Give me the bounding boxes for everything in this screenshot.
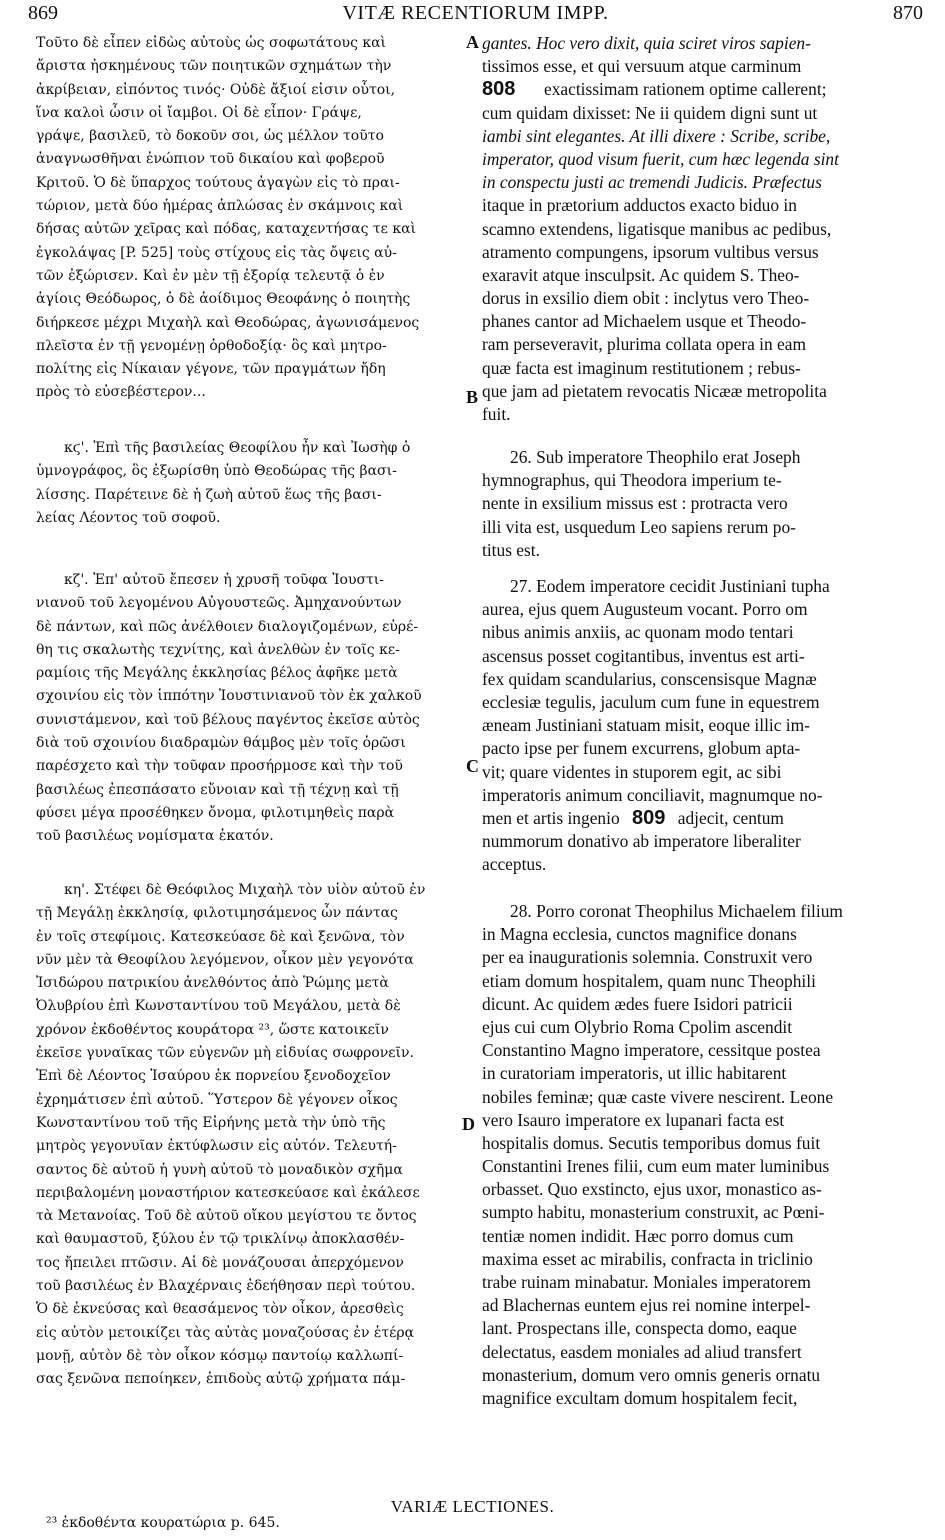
text-line: δήσας αὐτῶν χεῖρας καὶ πόδας, καταχεντήσας τε καὶ	[36, 221, 417, 238]
text-line: μητρὸς γεγονυῖαν ἐκτύφλωσιν εἰς αὐτόν. Τελευτή-	[36, 1138, 397, 1155]
text-line: Ὁ δὲ ἐκνεύσας καὶ θεασάμενος τὸν οἶκον, ἀρεσθεὶς	[36, 1301, 404, 1318]
text-line: καὶ θαυμαστοῦ, ξύλου ἐν τῷ τρικλίνῳ ἀποκλασθέν-	[36, 1231, 405, 1248]
text-line: περιβαλομένη μοναστήριον κατεσκεύασε καὶ ἐκάλεσε	[36, 1184, 420, 1201]
text-line: ἐγκολάψας [P. 525] τοὺς στίχους εἰς τὰς ὄψεις αὐ-	[36, 244, 397, 261]
text-line: tissimos esse, et qui versuum atque carminum	[482, 56, 802, 77]
text-line: γράψε, βασιλεῦ, τὸ δοκοῦν σοι, ὡς μέλλον τοῦτο	[36, 128, 384, 145]
text-line: in Magna ecclesia, cunctos magnifice donans	[482, 924, 797, 945]
column-number-808: 808	[482, 78, 516, 100]
text-line: ἵνα καλοὶ ὦσιν οἱ ἴαμβοι. Οἱ δὲ εἶπον· Γράψε,	[36, 104, 362, 121]
text-line: σαντος δὲ αὐτοῦ ἡ γυνὴ αὐτοῦ τὸ μοναδικὸν σχῆμα	[36, 1161, 403, 1178]
text-line: πρὸς τὸ εὐσεβέστερον...	[36, 384, 206, 401]
text-line: vit; quare videntes in stuporem egit, ac sibi	[482, 761, 782, 782]
text-line: atramento compungens, ipsorum vultibus versus	[482, 241, 819, 262]
text-line: nente in exsilium missus est : protracta vero	[482, 493, 788, 514]
text-line: illi vita est, usquedum Leo sapiens rerum po-	[482, 516, 796, 537]
text-line: acceptus.	[482, 854, 547, 875]
text-line: 26. Sub imperatore Theophilo erat Joseph	[510, 447, 801, 467]
text-line: maxima esset ac mirabilis, confracta in triclinio	[482, 1248, 813, 1269]
running-header	[28, 2, 923, 28]
text-line: vero Isauro imperatore ex lupanari facta est	[482, 1109, 785, 1130]
text-line: λίσσης. Παρέτεινε δὲ ἡ ζωὴ αὐτοῦ ἕως τῆς βασι-	[36, 486, 382, 503]
text-line: κζ'. Ἐπ' αὐτοῦ ἔπεσεν ἡ χρυσῆ τοῦφα Ἰουστι-	[64, 572, 384, 588]
text-line: per ea inaugurationis solemnia. Construxit vero	[482, 947, 813, 968]
text-line: πολίτης εἰς Νίκαιαν γέγονε, τῶν πραγμάτων ἤδη	[36, 361, 386, 378]
text-line: phanes cantor ad Michaelem usque et Theodo-	[482, 311, 807, 332]
text-line: Ἐπὶ δὲ Λέοντος Ἰσαύρου ἐκ πορνείου ξενοδοχεῖον	[36, 1068, 391, 1085]
text-line: τοῦ βασιλέως νομίσματα ἑκατόν.	[36, 828, 274, 845]
text-line: τοῦ βασιλέως ἐν Βλαχέρναις ἐδεήθησαν περὶ τούτου.	[36, 1278, 416, 1295]
text-line: dorus in exsilio diem obit : inclytus vero Theo-	[482, 288, 810, 309]
right-column-number: 870	[893, 2, 923, 24]
text-line: βασιλέως ἐπεσπάσατο εὔνοιαν καὶ τῇ τέχνῃ καὶ τῇ	[36, 781, 399, 798]
text-line: orbasset. Quo exstincto, ejus uxor, monastico as-	[482, 1179, 822, 1200]
text-line: quæ facta est imaginum restitutionem ; rebus-	[482, 357, 801, 378]
text-line: imperatoris animum conciliavit, magnumque no-	[482, 784, 823, 805]
text-line: dicunt. Ac quidem ædes fuere Isidori patricii	[482, 993, 793, 1014]
text-line: ascensus posset cogitantibus, inventus est arti-	[482, 645, 805, 666]
line-start: men et artis ingenio	[482, 807, 620, 828]
text-line: ad Blachernas euntem ejus rei nomine interpel-	[482, 1295, 811, 1316]
greek-paragraph-1	[36, 32, 462, 405]
text-line: etiam domum hospitalem, quam nunc Theophili	[482, 970, 816, 991]
text-line: κη'. Στέφει δὲ Θεόφιλος Μιχαὴλ τὸν υἱὸν αὐτοῦ ἐν	[64, 882, 426, 898]
text-line: δὲ πάντων, καὶ πῶς ἀνέλθοιεν διαλογιζομένων, εὑρέ-	[36, 618, 419, 635]
latin-paragraph-1	[482, 32, 914, 426]
text-line: θη τις σκαλωτὴς τεχνίτης, καὶ ἀνελθὼν ἐν τοῖς κε-	[36, 641, 400, 658]
text-line: ἐχρημάτισεν ἐπὶ αὐτοῦ. Ὕστερον δὲ γέγονεν οἶκος	[36, 1091, 398, 1108]
text-line: συνιστάμενον, καὶ τοῦ βέλους παγέντος ἐκεῖσε αὐτὸς	[36, 711, 420, 728]
text-line: Κωνσταντίνου τοῦ τῆς Εἰρήνης μετὰ τὴν ὑπὸ τῆς	[36, 1114, 386, 1131]
text-line: χρόνον ἐκδοθέντος κουράτορα ²³, ὥστε κατοικεῖν	[36, 1021, 389, 1038]
text-line: tentiæ nomen indidit. Hæc porro domus cum	[482, 1225, 794, 1246]
text-line: τῶν ἐξώρισεν. Καὶ ἐν μὲν τῇ ἐξορίᾳ τελευτᾷ ὁ ἐν	[36, 267, 385, 284]
text-line: nobiles feminæ; quæ caste vivere nescirent. Leone	[482, 1086, 834, 1107]
text-line: iambi sint elegantes. At illi dixere : Scribe, scribe,	[482, 125, 831, 146]
italic-fragment: gantes. Hoc vero dixit, quia sciret viros sapien-	[482, 33, 811, 53]
text-line: titus est.	[482, 539, 540, 560]
text-line: ἀναγνωσθῆναι ἐνώπιον τοῦ δικαίου καὶ φοβεροῦ	[36, 151, 385, 168]
text-line: hymnographus, qui Theodora imperium te-	[482, 470, 782, 491]
text-line: æneam Justiniani statuam misit, eoque illic im-	[482, 715, 810, 736]
text-line: delectatus, easdem moniales ad aliud transfert	[482, 1341, 802, 1362]
text-line: μονῇ, αὐτὸν δὲ τὸν οἶκον κόσμῳ παντοίῳ καλλωπί-	[36, 1347, 404, 1364]
text-line: τος ἤπειλει πτῶσιν. Αἱ δὲ μονάζουσαι ἀπερχόμενον	[36, 1254, 404, 1271]
text-line: Ἰσιδώρου πατρικίου ἀνελθόντος ἀπὸ Ῥώμης μετὰ	[36, 975, 389, 992]
greek-paragraph-28	[36, 879, 462, 1392]
left-column-number: 869	[28, 2, 58, 24]
greek-paragraph-26	[36, 437, 462, 530]
text-line: sumpto habitu, monasterium construxit, ac Pœni-	[482, 1202, 825, 1223]
text-line: νιανοῦ τοῦ λεγομένου Αὐγουστεῶς. Ἀμηχανούντων	[36, 595, 402, 612]
text-line: διήρκεσε μέχρι Μιχαὴλ καὶ Θεοδώρας, ἀγωνισάμενος	[36, 314, 420, 331]
latin-paragraph-27	[482, 575, 914, 876]
text-line: Κριτοῦ. Ὁ δὲ ὕπαρχος τούτους ἀγαγὼν εἰς τὸ πραι-	[36, 174, 400, 191]
footnote: ²³ ἐκδοθέντα κουρατώρια p. 645.	[46, 1515, 280, 1531]
text-line: ἄριστα ἠσκημένους τῶν ποιητικῶν σχημάτων τὴν	[36, 58, 392, 75]
text-line: fuit.	[482, 404, 511, 424]
text-line: Constantino Magno imperatore, cessitque postea	[482, 1040, 821, 1061]
text-line: nibus animis anxiis, ac quonam modo tentari	[482, 622, 794, 643]
text-line: τώριον, μετὰ δύο ἡμέρας ἁπλώσας ἐν σκάμνοις καὶ	[36, 198, 404, 215]
text-line: παρέσχετο καὶ τὴν τοῦφαν προσήρμοσε καὶ τὴν τοῦ	[36, 758, 403, 775]
text-line: trabe ruinam minabatur. Moniales imperatorem	[482, 1272, 811, 1292]
text-line: ἀκρίβειαν, εἰπόντος τινός· Οὐδὲ ἄξιοί εἰσιν οὗτοι,	[36, 81, 396, 98]
text-line: que jam ad pietatem revocatis Nicææ metropolita	[482, 380, 827, 401]
text-line: εἰς αὐτὸν μετοικίζει τὰς αὐτὰς μοναζούσας ἐν ἑτέρᾳ	[36, 1324, 415, 1341]
margin-marker-a: A	[466, 32, 479, 52]
text-line: lant. Prospectans ille, conspecta domo, eaque	[482, 1318, 797, 1339]
text-line: νῦν μὲν τὰ Θεοφίλου λεγόμενον, οἶκον μὲν γεγονότα	[36, 951, 414, 968]
margin-marker-c: C	[466, 756, 479, 776]
text-line	[482, 32, 914, 55]
text-line: itaque in prætorium adductos exacto biduo in	[482, 195, 797, 216]
text-line: scamno extendens, ligatisque manibus ac pedibus,	[482, 218, 832, 239]
text-line: aurea, ejus quem Augusteum vocant. Porro om	[482, 599, 808, 620]
margin-marker-b: B	[466, 387, 479, 407]
text-line: πλεῖστα ἐν τῇ γενομένῃ ὀρθοδοξίᾳ· ὃς καὶ μητρο-	[36, 337, 387, 354]
latin-paragraph-28	[482, 900, 914, 1410]
greek-paragraph-27	[36, 569, 462, 849]
text-line: τῇ Μεγάλῃ ἐκκλησίᾳ, φιλοτιμησάμενος ὧν πάντας	[36, 905, 398, 922]
text-line: ram perseveravit, plurima collata opera in eam	[482, 334, 806, 355]
text-line: λείας Λέοντος τοῦ σοφοῦ.	[36, 509, 221, 526]
text-line: κϛ'. Ἐπὶ τῆς βασιλείας Θεοφίλου ἦν καὶ Ἰωσὴφ ὁ	[64, 440, 411, 456]
running-title: VITÆ RECENTIORUM IMPP.	[342, 2, 609, 24]
text-line: τὰ Μετανοίας. Τοῦ δὲ αὐτοῦ οἴκου μεγίστου τε ὄντος	[36, 1208, 417, 1225]
text-line: Constantini Irenes filii, cum eum mater luminibus	[482, 1156, 830, 1177]
text-line: διὰ τοῦ σχοινίου διαδραμὼν θάμβος μὲν τοῖς ὁρῶσι	[36, 735, 406, 752]
text-line: φύσει μέγα προσέθηκεν ὄνομα, φιλοτιμηθεὶς παρὰ	[36, 804, 395, 821]
text-line: magnifice excultam domum hospitalem fecit,	[482, 1387, 798, 1408]
text-line: imperator, quod visum fuerit, cum hæc legenda sint	[482, 148, 839, 169]
text-line: fex quidam scandularius, conscensisque Magnæ	[482, 668, 817, 689]
text-line: ejus cui cum Olybrio Roma Cpolim ascendit	[482, 1016, 793, 1037]
text-line: ἐκεῖσε γυναῖκας τῶν εὐγενῶν μὴ εἰδυίας σωφρονεῖν.	[36, 1045, 414, 1062]
text-line: monasterium, domum vero omnis generis ornatu	[482, 1364, 821, 1385]
text-line: ecclesiæ tegulis, jaculum cum fune in equestrem	[482, 691, 820, 712]
text-line: σας ξενῶνα πεποίηκεν, ἐπιδοὺς αὐτῷ χρήματα πάμ-	[36, 1371, 406, 1388]
text-line: σχοινίου εἰς τὸν ἱππότην Ἰουστινιανοῦ τὸν ἐκ χαλκοῦ	[36, 688, 422, 705]
text-line	[482, 807, 914, 830]
text-line: pacto ipse per funem excurrens, globum apta-	[482, 738, 801, 759]
text-line: in conspectu justi ac tremendi Judicis. Præfectus	[482, 172, 822, 193]
text-line: Τοῦτο δὲ εἶπεν εἰδὼς αὐτοὺς ὡς σοφωτάτους καὶ	[36, 35, 387, 51]
text-line: exaravit atque insculpsit. Ac quidem S. Theo-	[482, 264, 800, 285]
column-number-809: 809	[632, 806, 666, 829]
latin-paragraph-26	[482, 446, 914, 562]
text-line: ἐν τοῖς στεφίμοις. Κατεσκεύασε δὲ καὶ ξενῶνα, τὸν	[36, 928, 405, 945]
text-line: nummorum donativo ab imperatore liberaliter	[482, 831, 801, 852]
text-line: in curatoriam imperatoris, ut illic habitarent	[482, 1063, 787, 1084]
variae-lectiones-heading: VARIÆ LECTIONES.	[390, 1497, 555, 1516]
text-line: exactissimam rationem optime callerent;	[544, 79, 827, 100]
line-end: adjecit, centum	[677, 807, 784, 828]
text-line: ραμίοις τῆς Μεγάλης ἐκκλησίας βέλος ἀφῆκε μετὰ	[36, 665, 398, 682]
text-line: Ὀλυβρίου ἐπὶ Κωνσταντίνου τοῦ Μεγάλου, μετὰ δὲ	[36, 998, 401, 1015]
text-line: ἁγίοις Θεόδωρος, ὁ δὲ ἀοίδιμος Θεοφάνης ὁ ποιητὴς	[36, 291, 411, 308]
text-line: hospitalis domus. Secutis temporibus domus fuit	[482, 1132, 821, 1153]
text-line: 28. Porro coronat Theophilus Michaelem filium	[510, 901, 843, 921]
text-line: ὑμνογράφος, ὃς ἐξωρίσθη ὑπὸ Θεοδώρας τῆς βασι-	[36, 463, 397, 480]
text-line: 27. Eodem imperatore cecidit Justiniani tupha	[510, 576, 830, 596]
margin-marker-d: D	[462, 1114, 475, 1134]
text-line: cum quidam dixisset: Ne ii quidem digni sunt ut	[482, 102, 818, 123]
